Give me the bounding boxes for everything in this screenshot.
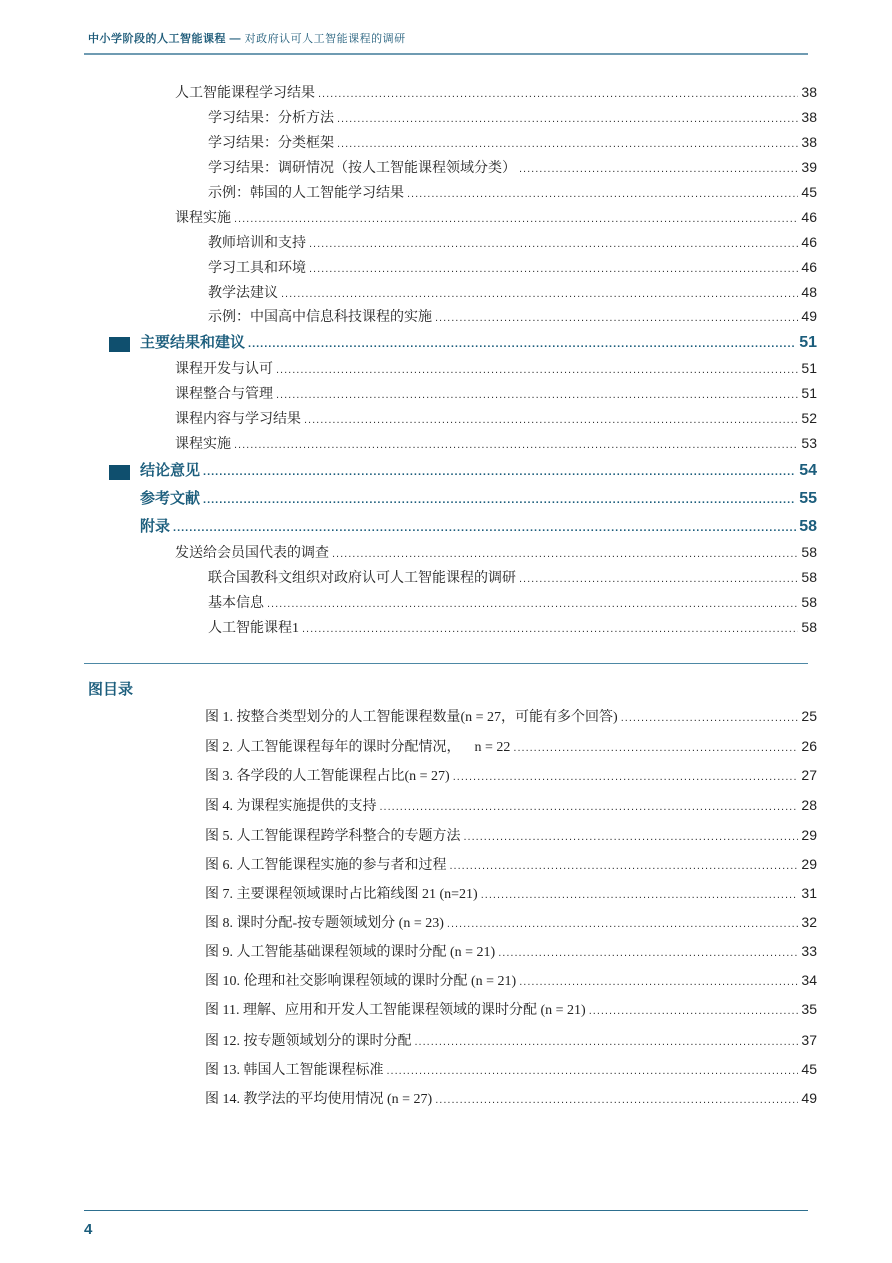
dot-leader [203, 494, 796, 506]
toc-entry-label: 课程整合与管理 [175, 387, 273, 402]
figure-entry[interactable] [205, 1059, 817, 1079]
dot-leader [309, 238, 798, 250]
toc-entry-page: 51 [801, 360, 817, 376]
figure-entry[interactable] [205, 941, 817, 961]
toc-entry-label: 基本信息 [208, 596, 264, 611]
section-marker-icon [109, 337, 130, 352]
dot-leader [513, 742, 798, 754]
section-marker-icon [109, 465, 130, 480]
toc-entry-page: 39 [801, 159, 817, 175]
figure-entry-label: 图 9. 人工智能基础课程领域的课时分配 (n = 21) [205, 945, 496, 960]
figure-entry[interactable] [205, 736, 817, 756]
figure-entry-label: 图 5. 人工智能课程跨学科整合的专题方法 [205, 829, 461, 844]
figure-entry-label: 图 11. 理解、应用和开发人工智能课程领域的课时分配 (n = 21) [205, 1003, 586, 1018]
toc-chapter-entry[interactable] [140, 459, 817, 480]
toc-chapter-entry[interactable] [140, 515, 817, 536]
toc-entry[interactable] [208, 257, 817, 277]
figure-entry[interactable] [205, 795, 817, 815]
figure-entry-page: 29 [801, 856, 817, 872]
dot-leader [435, 312, 798, 324]
toc-entry-page: 54 [799, 462, 817, 479]
toc-chapter-entry[interactable] [140, 331, 817, 352]
figure-entry[interactable] [205, 1030, 817, 1050]
figure-entry[interactable] [205, 912, 817, 932]
figure-entry-label: 图 6. 人工智能课程实施的参与者和过程 [205, 858, 447, 873]
figure-entry-label: 图 14. 教学法的平均使用情况 (n = 27) [205, 1092, 433, 1107]
toc-entry-page: 38 [801, 84, 817, 100]
figure-entry-page: 29 [801, 827, 817, 843]
toc-entry[interactable] [208, 107, 817, 127]
toc-entry-label: 示例：中国高中信息科技课程的实施 [208, 310, 432, 325]
figure-entry-page: 27 [801, 767, 817, 783]
figure-entry-page: 45 [801, 1061, 817, 1077]
dot-leader [337, 113, 798, 125]
header-title-sub: 对政府认可人工智能课程的调研 [244, 33, 406, 45]
dot-leader [318, 88, 798, 100]
dot-leader [407, 188, 798, 200]
toc-entry-label: 课程开发与认可 [175, 362, 273, 377]
dot-leader [435, 1094, 798, 1106]
toc-entry-page: 52 [801, 410, 817, 426]
figure-entry-page: 32 [801, 914, 817, 930]
toc-entry[interactable] [175, 383, 817, 403]
dot-leader [248, 338, 796, 350]
toc-entry-page: 51 [801, 385, 817, 401]
toc-entry-label: 发送给会员国代表的调查 [175, 546, 329, 561]
dot-leader [337, 138, 798, 150]
toc-entry-label: 学习结果：调研情况（按人工智能课程领域分类） [208, 161, 516, 176]
dot-leader [453, 771, 799, 783]
dot-leader [276, 364, 798, 376]
toc-entry[interactable] [208, 157, 817, 177]
figure-entry-label: 图 10. 伦理和社交影响课程领域的课时分配 (n = 21) [205, 974, 517, 989]
toc-entry-page: 38 [801, 109, 817, 125]
figure-entry[interactable] [205, 825, 817, 845]
toc-entry-label: 学习结果：分析方法 [208, 111, 334, 126]
dot-leader [302, 623, 798, 635]
toc-entry[interactable] [175, 358, 817, 378]
figure-entry-label: 图 4. 为课程实施提供的支持 [205, 799, 377, 814]
toc-entry-label: 主要结果和建议 [140, 333, 246, 351]
dot-leader [415, 1036, 799, 1048]
dot-leader [519, 573, 798, 585]
figure-entry[interactable] [205, 1088, 817, 1108]
toc-entry[interactable] [208, 232, 817, 252]
header-title-main: 中小学阶段的人工智能课程 — [88, 33, 242, 45]
figure-entry-label: 图 3. 各学段的人工智能课程占比(n = 27) [205, 769, 450, 784]
dot-leader [173, 522, 796, 534]
toc-entry[interactable] [208, 592, 817, 612]
dot-leader [447, 918, 799, 930]
figure-list-heading: 图目录 [88, 680, 134, 698]
toc-entry-label: 课程实施 [175, 211, 231, 226]
figure-entry-page: 33 [801, 943, 817, 959]
figure-entry-label: 图 1. 按整合类型划分的人工智能课程数量(n = 27，可能有多个回答) [205, 710, 618, 725]
toc-entry[interactable] [175, 433, 817, 453]
figure-entry[interactable] [205, 883, 817, 903]
toc-entry-page: 55 [799, 490, 817, 507]
toc-entry-label: 联合国教科文组织对政府认可人工智能课程的调研 [208, 571, 516, 586]
figure-entry[interactable] [205, 706, 817, 726]
header-divider [84, 53, 808, 55]
dot-leader [276, 389, 798, 401]
dot-leader [203, 466, 796, 478]
toc-entry-page: 51 [799, 334, 817, 351]
toc-entry[interactable] [175, 542, 817, 562]
toc-entry-page: 45 [801, 184, 817, 200]
figure-entry[interactable] [205, 854, 817, 874]
toc-entry-label: 示例：韩国的人工智能学习结果 [208, 186, 404, 201]
page-number: 4 [84, 1221, 93, 1238]
figure-entry-page: 26 [801, 738, 817, 754]
dot-leader [519, 976, 798, 988]
figure-entry-page: 28 [801, 797, 817, 813]
figure-entry[interactable] [205, 765, 817, 785]
toc-entry[interactable] [175, 207, 817, 227]
toc-entry-page: 58 [801, 619, 817, 635]
toc-entry[interactable] [208, 132, 817, 152]
toc-entry[interactable] [175, 408, 817, 428]
toc-entry-page: 46 [801, 259, 817, 275]
toc-entry[interactable] [208, 182, 817, 202]
figure-entry-label: 图 13. 韩国人工智能课程标准 [205, 1063, 384, 1078]
toc-entry[interactable] [208, 282, 817, 302]
toc-entry-page: 58 [801, 569, 817, 585]
toc-entry-page: 46 [801, 234, 817, 250]
toc-entry-page: 58 [799, 518, 817, 535]
dot-leader [234, 213, 798, 225]
figure-entry-page: 31 [801, 885, 817, 901]
figure-entry-label: 图 8. 课时分配-按专题领域划分 (n = 23) [205, 916, 444, 931]
section-divider [84, 663, 808, 664]
dot-leader [380, 801, 799, 813]
toc-entry-label: 学习结果：分类框架 [208, 136, 334, 151]
figure-entry-page: 49 [801, 1090, 817, 1106]
toc-entry-label: 教学法建议 [208, 286, 278, 301]
toc-entry-page: 53 [801, 435, 817, 451]
figure-entry-label: 图 7. 主要课程领域课时占比箱线图 21 (n=21) [205, 887, 478, 902]
toc-entry-label: 参考文献 [140, 489, 201, 507]
toc-entry-label: 课程内容与学习结果 [175, 412, 301, 427]
dot-leader [304, 414, 798, 426]
dot-leader [589, 1005, 799, 1017]
dot-leader [481, 889, 799, 901]
dot-leader [332, 548, 798, 560]
footer-divider [84, 1210, 808, 1211]
dot-leader [309, 263, 798, 275]
dot-leader [498, 947, 798, 959]
toc-entry-label: 结论意见 [140, 461, 201, 479]
figure-entry-page: 37 [801, 1032, 817, 1048]
dot-leader [234, 439, 798, 451]
figure-entry-label: 图 12. 按专题领域划分的课时分配 [205, 1034, 412, 1049]
toc-entry-page: 38 [801, 134, 817, 150]
running-header [88, 30, 406, 46]
dot-leader [519, 163, 798, 175]
toc-entry-page: 46 [801, 209, 817, 225]
figure-entry[interactable] [205, 999, 817, 1019]
dot-leader [387, 1065, 799, 1077]
toc-chapter-entry[interactable] [140, 487, 817, 508]
figure-entry-page: 35 [801, 1001, 817, 1017]
dot-leader [621, 712, 799, 724]
dot-leader [450, 860, 799, 872]
dot-leader [281, 288, 798, 300]
toc-entry-page: 58 [801, 594, 817, 610]
toc-entry-page: 48 [801, 284, 817, 300]
toc-entry-label: 教师培训和支持 [208, 236, 306, 251]
figure-entry-label: 图 2. 人工智能课程每年的课时分配情况， n = 22 [205, 740, 511, 755]
dot-leader [267, 598, 798, 610]
figure-entry[interactable] [205, 970, 817, 990]
toc-entry-label: 课程实施 [175, 437, 231, 452]
toc-entry-label: 人工智能课程学习结果 [175, 86, 315, 101]
toc-entry-label: 学习工具和环境 [208, 261, 306, 276]
dot-leader [464, 831, 799, 843]
toc-entry[interactable] [208, 306, 817, 326]
figure-entry-page: 25 [801, 708, 817, 724]
toc-entry[interactable] [208, 567, 817, 587]
toc-entry-page: 49 [801, 308, 817, 324]
toc-entry[interactable] [208, 617, 817, 637]
toc-entry-label: 附录 [140, 517, 171, 535]
figure-entry-page: 34 [801, 972, 817, 988]
toc-entry[interactable] [175, 82, 817, 102]
toc-entry-page: 58 [801, 544, 817, 560]
toc-entry-label: 人工智能课程1 [208, 621, 299, 636]
